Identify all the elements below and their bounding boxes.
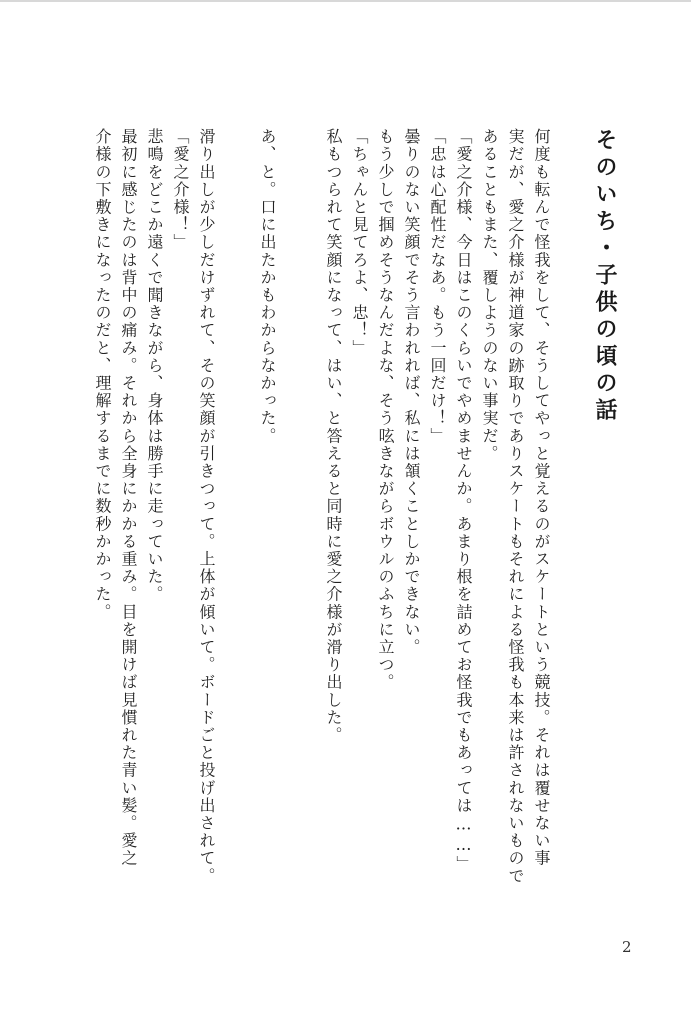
body-line-9: 私もつられて笑顔になって、はい、と答えると同時に愛之介様が滑り出した。 [324,128,343,744]
chapter-title: そのいち・子供の頃の話 [592,128,618,425]
body-line-13: 滑り出しが少しだけずれて、その笑顔が引きつって。上体が傾いて。ボードごと投げ出されて。 [197,128,216,885]
page-top-edge [0,0,691,2]
body-line-4: 「愛之介様、今日はこのくらいでやめませんか。あまり根を詰めてお怪我でもあっては……」 [454,128,473,874]
body-line-3: あることもまた、覆しようのない事実だ。 [480,128,499,463]
body-line-7: もう少しで掴めそうなんだよな、そう呟きながらボウルのふちに立つ。 [376,128,395,692]
body-line-8: 「ちゃんと見てろよ、忠！」 [350,128,369,357]
body-line-1: 何度も転んで怪我をして、そうしてやっと覚えるのがスケートという競技。それは覆せない事 [532,128,551,868]
body-line-15: 悲鳴をどこか遠くで聞きながら、身体は勝手に走っていた。 [145,128,164,604]
body-line-16: 最初に感じたのは背中の痛み。それから全身にかかる重み。目を開けば見慣れた青い髪。愛之 [119,128,138,868]
body-line-2: 実だが、愛之介様が神道家の跡取りでありスケートもそれによる怪我も本来は許されないもので [506,128,525,885]
body-line-14: 「愛之介様！」 [171,128,190,252]
page-number: 2 [622,938,632,956]
body-line-11: あ、と。口に出たかもわからなかった。 [258,128,277,445]
body-line-6: 曇りのない笑顔でそう言われれば、私には頷くことしかできない。 [402,128,421,656]
body-line-17: 介様の下敷きになったのだと、理解するまでに数秒かかった。 [93,128,112,621]
body-line-5: 「忠は心配性だなあ。もう一回だけ！」 [428,128,447,445]
